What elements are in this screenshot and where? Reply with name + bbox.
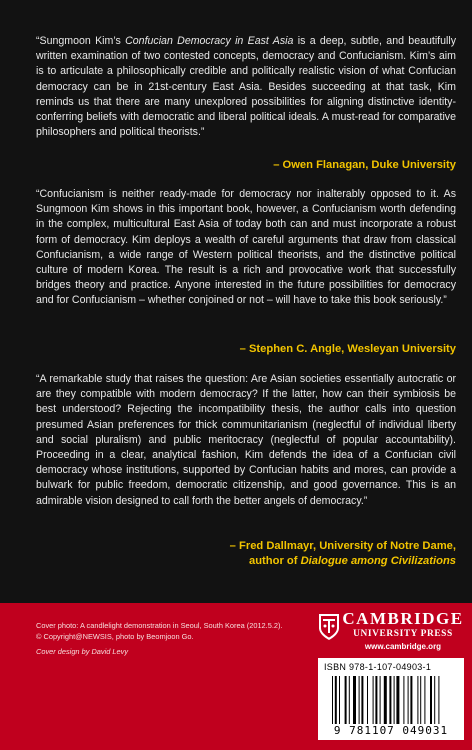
publisher-url: www.cambridge.org xyxy=(364,642,442,651)
book-title-reference: Dialogue among Civilizations xyxy=(300,555,456,567)
isbn-label: ISBN 978-1-107-04903-1 xyxy=(324,662,432,672)
quote-attribution-1: – Owen Flanagan, Duke University xyxy=(273,159,456,171)
cover-credits xyxy=(36,620,306,657)
photo-credit: Cover photo: A candlelight demonstration in Seoul, South Korea (2012.5.2). xyxy=(36,621,283,630)
blurb-quote-3 xyxy=(36,372,456,509)
copyright-line: © Copyright@NEWSIS, photo by Beomjoon Go. xyxy=(36,632,194,641)
quote-attribution-3 xyxy=(230,539,456,569)
book-title-reference: Confucian Democracy in East Asia xyxy=(125,35,294,47)
quote-text: “A remarkable study that raises the question: Are Asian societies essentially autocratic or are they compatible with modern democracy? If the latter, how can their symbiosis be best understood? Rejecting the incompatibility thesis, the author calls into question presumed Asian preferences for thick communitarianism (neglectful of individual liberty and social pluralism) and public meritocracy (neglectful of popular accountability). Proceeding in a clear, analytical fashion, Kim defends the idea of a Confucian civil democracy whose institutions, supported by Confucian habits and mores, can provide a bulwark for public freedom, democratic citizenship, and good governance. This is an admirable vision designed to call forth the better angels of democracy.” xyxy=(36,373,456,507)
isbn-barcode-box xyxy=(318,658,464,740)
attribution-line: – Fred Dallmayr, University of Notre Dame, xyxy=(229,540,456,552)
cambridge-shield-icon xyxy=(318,613,340,641)
quote-text: “Sungmoon Kim’s xyxy=(36,35,126,47)
quote-text: “Confucianism is neither ready-made for democracy nor inalterably opposed to it. As Sungmoon Kim shows in this important book, however, a Confucianism worth defending in the complex, multicultural East Asia of today both can and must incorporate a robust form of democracy. Kim deploys a wealth of careful arguments that draw from classical Confucianism, a wide range of Western political theorists, and the distinctive political culture of modern Korea. The result is a rich and provocative work that successfully bridges theory and practice. Anyone interested in the future possibilities for democracy and for Confucianism – whether conjoined or not – will have to take this book seriously.” xyxy=(36,188,456,307)
quote-attribution-2: – Stephen C. Angle, Wesleyan University xyxy=(239,343,456,355)
quote-text: is a deep, subtle, and beautifully written examination of two contested concepts, democracy and Confucianism. Kim’s aim is to articulate a philosophically credible and politically realistic vision of what Confucian democracy can be in 21st-century East Asia. Besides succeeding at that task, Kim reminds us that there are many unexplored possibilities for aligning distinctive identity-conferring beliefs with democratic and liberal political ideals. A must-read for comparative philosophers and political theorists.” xyxy=(36,35,457,139)
publisher-name-line1: CAMBRIDGE xyxy=(342,609,464,628)
blurb-quote-2 xyxy=(36,187,456,309)
blurb-quote-1 xyxy=(36,34,456,140)
design-credit: Cover design by David Levy xyxy=(36,647,129,656)
barcode-icon xyxy=(332,676,456,724)
publisher-name-line2: UNIVERSITY PRESS xyxy=(353,629,453,639)
attribution-prefix: author of xyxy=(249,555,301,567)
barcode-digits: 9 781107 049031 xyxy=(333,724,449,737)
publisher-name xyxy=(342,609,464,640)
